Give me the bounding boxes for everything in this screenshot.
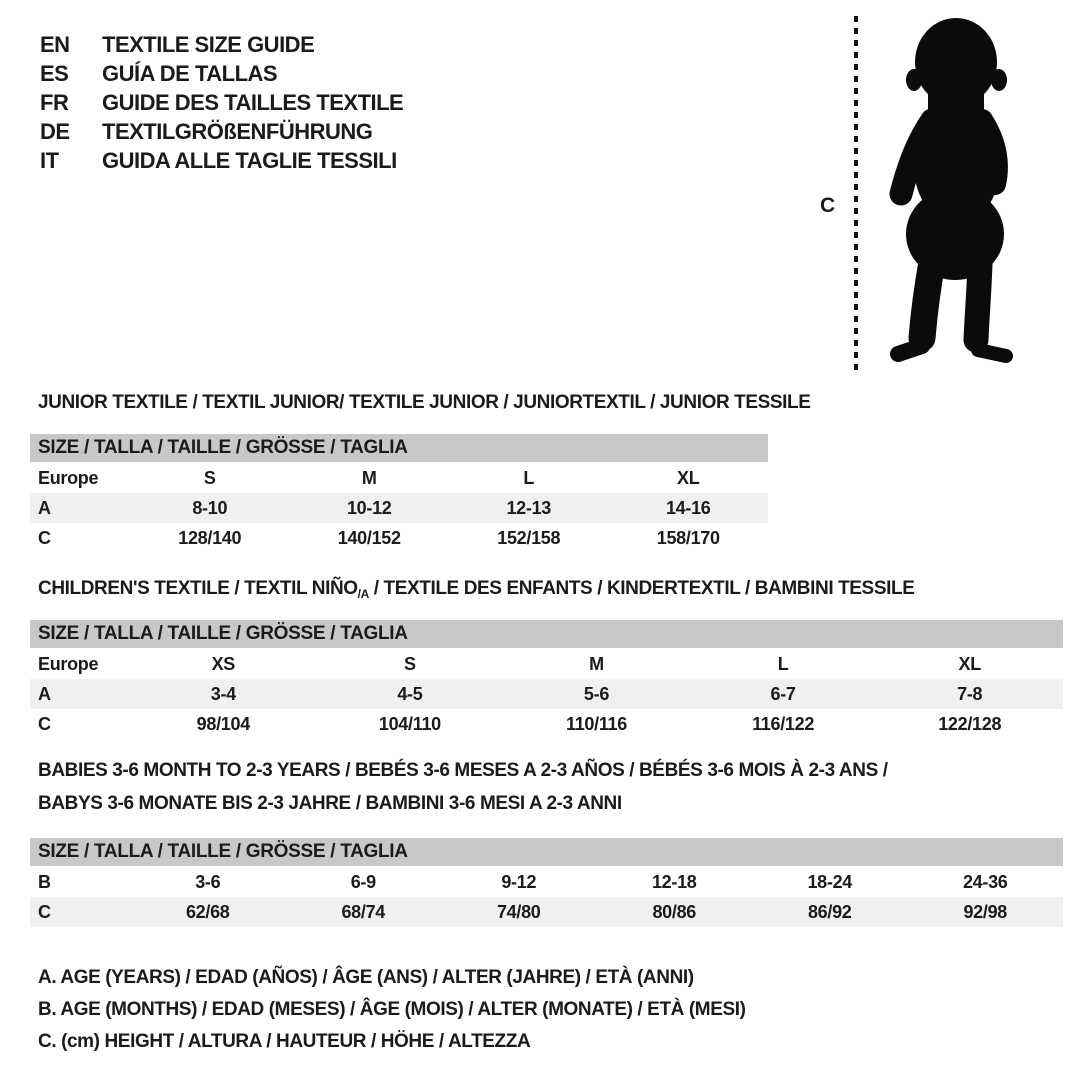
table-cell: M bbox=[361, 468, 377, 489]
table-cell: 12-18 bbox=[651, 872, 697, 893]
table-row bbox=[30, 463, 768, 493]
language-row-it bbox=[40, 146, 403, 175]
size-header-band: SIZE / TALLA / TAILLE / GRÖSSE / TAGLIA bbox=[30, 838, 1063, 867]
language-code: EN bbox=[40, 31, 70, 57]
language-title: GUIDA ALLE TAGLIE TESSILI bbox=[102, 147, 397, 173]
language-title: GUÍA DE TALLAS bbox=[102, 60, 278, 86]
language-row-es bbox=[40, 59, 403, 88]
language-code: ES bbox=[40, 60, 69, 86]
table-row bbox=[30, 649, 1063, 679]
table-row bbox=[30, 867, 1063, 897]
table-cell: 110/116 bbox=[565, 713, 627, 734]
legend-line-c: C. (cm) HEIGHT / ALTURA / HAUTEUR / HÖHE / ALTEZZA bbox=[38, 1031, 531, 1052]
table-cell: 74/80 bbox=[441, 897, 597, 927]
junior-section-title: JUNIOR TEXTILE / TEXTIL JUNIOR/ TEXTILE JUNIOR / JUNIORTEXTIL / JUNIOR TESSILE bbox=[38, 392, 811, 413]
height-measure-label: C bbox=[820, 194, 836, 217]
children-section-title bbox=[38, 578, 914, 601]
table-cell: 24-36 bbox=[962, 872, 1008, 893]
babies-section-title-line2: BABYS 3-6 MONATE BIS 2-3 JAHRE / BAMBINI 3-6 MESI A 2-3 ANNI bbox=[38, 793, 622, 814]
table-row bbox=[30, 679, 1063, 709]
table-cell: S bbox=[404, 654, 416, 675]
table-cell: 86/92 bbox=[752, 897, 908, 927]
language-row-de bbox=[40, 117, 403, 146]
row-label: C bbox=[38, 527, 51, 548]
table-cell: 80/86 bbox=[597, 897, 753, 927]
language-row-en bbox=[40, 30, 403, 59]
table-cell: 18-24 bbox=[807, 872, 853, 893]
language-title: TEXTILGRÖßENFÜHRUNG bbox=[102, 118, 373, 144]
language-code: IT bbox=[40, 147, 59, 173]
size-header-band: SIZE / TALLA / TAILLE / GRÖSSE / TAGLIA bbox=[30, 434, 768, 463]
language-code: DE bbox=[40, 118, 70, 144]
table-cell: 6-7 bbox=[690, 679, 877, 709]
children-size-table bbox=[30, 620, 1063, 739]
table-cell: 9-12 bbox=[501, 872, 537, 893]
table-cell: 98/104 bbox=[196, 713, 250, 734]
table-cell: XL bbox=[958, 654, 981, 675]
row-label: A bbox=[30, 493, 130, 523]
size-header-band: SIZE / TALLA / TAILLE / GRÖSSE / TAGLIA bbox=[30, 620, 1063, 649]
table-cell: 62/68 bbox=[130, 897, 286, 927]
table-cell: 6-9 bbox=[350, 872, 376, 893]
table-row bbox=[30, 493, 768, 523]
table-cell: S bbox=[203, 468, 216, 489]
table-cell: 5-6 bbox=[503, 679, 690, 709]
babies-size-table bbox=[30, 838, 1063, 927]
junior-size-table bbox=[30, 434, 768, 553]
language-title-list bbox=[40, 30, 403, 175]
table-row bbox=[30, 523, 768, 553]
table-cell: 140/152 bbox=[337, 527, 401, 548]
table-cell: L bbox=[523, 468, 535, 489]
children-title-post: / TEXTILE DES ENFANTS / KINDERTEXTIL / BAMBINI TESSILE bbox=[368, 578, 915, 599]
table-cell: 116/122 bbox=[752, 713, 815, 734]
table-cell: 158/170 bbox=[656, 527, 720, 548]
table-cell: 8-10 bbox=[130, 493, 290, 523]
measure-legend bbox=[38, 962, 746, 1058]
children-title-sub: /A bbox=[357, 587, 369, 601]
children-title-pre: CHILDREN'S TEXTILE / TEXTIL NIÑO bbox=[38, 578, 358, 599]
row-label: Europe bbox=[38, 654, 99, 675]
language-row-fr bbox=[40, 88, 403, 117]
babies-section-title-line1: BABIES 3-6 MONTH TO 2-3 YEARS / BEBÉS 3-6 MESES A 2-3 AÑOS / BÉBÉS 3-6 MOIS À 2-3 ANS / bbox=[38, 760, 888, 781]
legend-line-b: B. AGE (MONTHS) / EDAD (MESES) / ÂGE (MOIS) / ALTER (MONATE) / ETÀ (MESI) bbox=[38, 999, 746, 1020]
row-label: B bbox=[38, 872, 51, 893]
table-cell: 3-6 bbox=[195, 872, 221, 893]
language-title: GUIDE DES TAILLES TEXTILE bbox=[102, 89, 404, 115]
table-row bbox=[30, 897, 1063, 927]
height-dotted-line bbox=[854, 16, 858, 374]
table-cell: M bbox=[589, 654, 604, 675]
table-cell: 7-8 bbox=[876, 679, 1063, 709]
table-cell: XS bbox=[211, 654, 235, 675]
table-cell: 92/98 bbox=[908, 897, 1064, 927]
table-cell: 10-12 bbox=[290, 493, 450, 523]
table-cell: 4-5 bbox=[317, 679, 504, 709]
table-cell: 122/128 bbox=[938, 713, 1002, 734]
row-label: C bbox=[30, 897, 130, 927]
table-cell: 12-13 bbox=[449, 493, 609, 523]
toddler-silhouette-icon bbox=[868, 16, 1020, 372]
table-cell: L bbox=[777, 654, 789, 675]
table-cell: 104/110 bbox=[378, 713, 441, 734]
table-cell: XL bbox=[677, 468, 700, 489]
row-label: C bbox=[38, 713, 51, 734]
table-cell: 128/140 bbox=[178, 527, 242, 548]
row-label: A bbox=[30, 679, 130, 709]
table-cell: 152/158 bbox=[497, 527, 561, 548]
language-title: TEXTILE SIZE GUIDE bbox=[102, 31, 315, 57]
legend-line-a: A. AGE (YEARS) / EDAD (AÑOS) / ÂGE (ANS) / ALTER (JAHRE) / ETÀ (ANNI) bbox=[38, 967, 694, 988]
table-cell: 3-4 bbox=[130, 679, 317, 709]
row-label: Europe bbox=[38, 468, 99, 489]
table-cell: 14-16 bbox=[609, 493, 769, 523]
table-cell: 68/74 bbox=[286, 897, 442, 927]
language-code: FR bbox=[40, 89, 69, 115]
table-row bbox=[30, 709, 1063, 739]
